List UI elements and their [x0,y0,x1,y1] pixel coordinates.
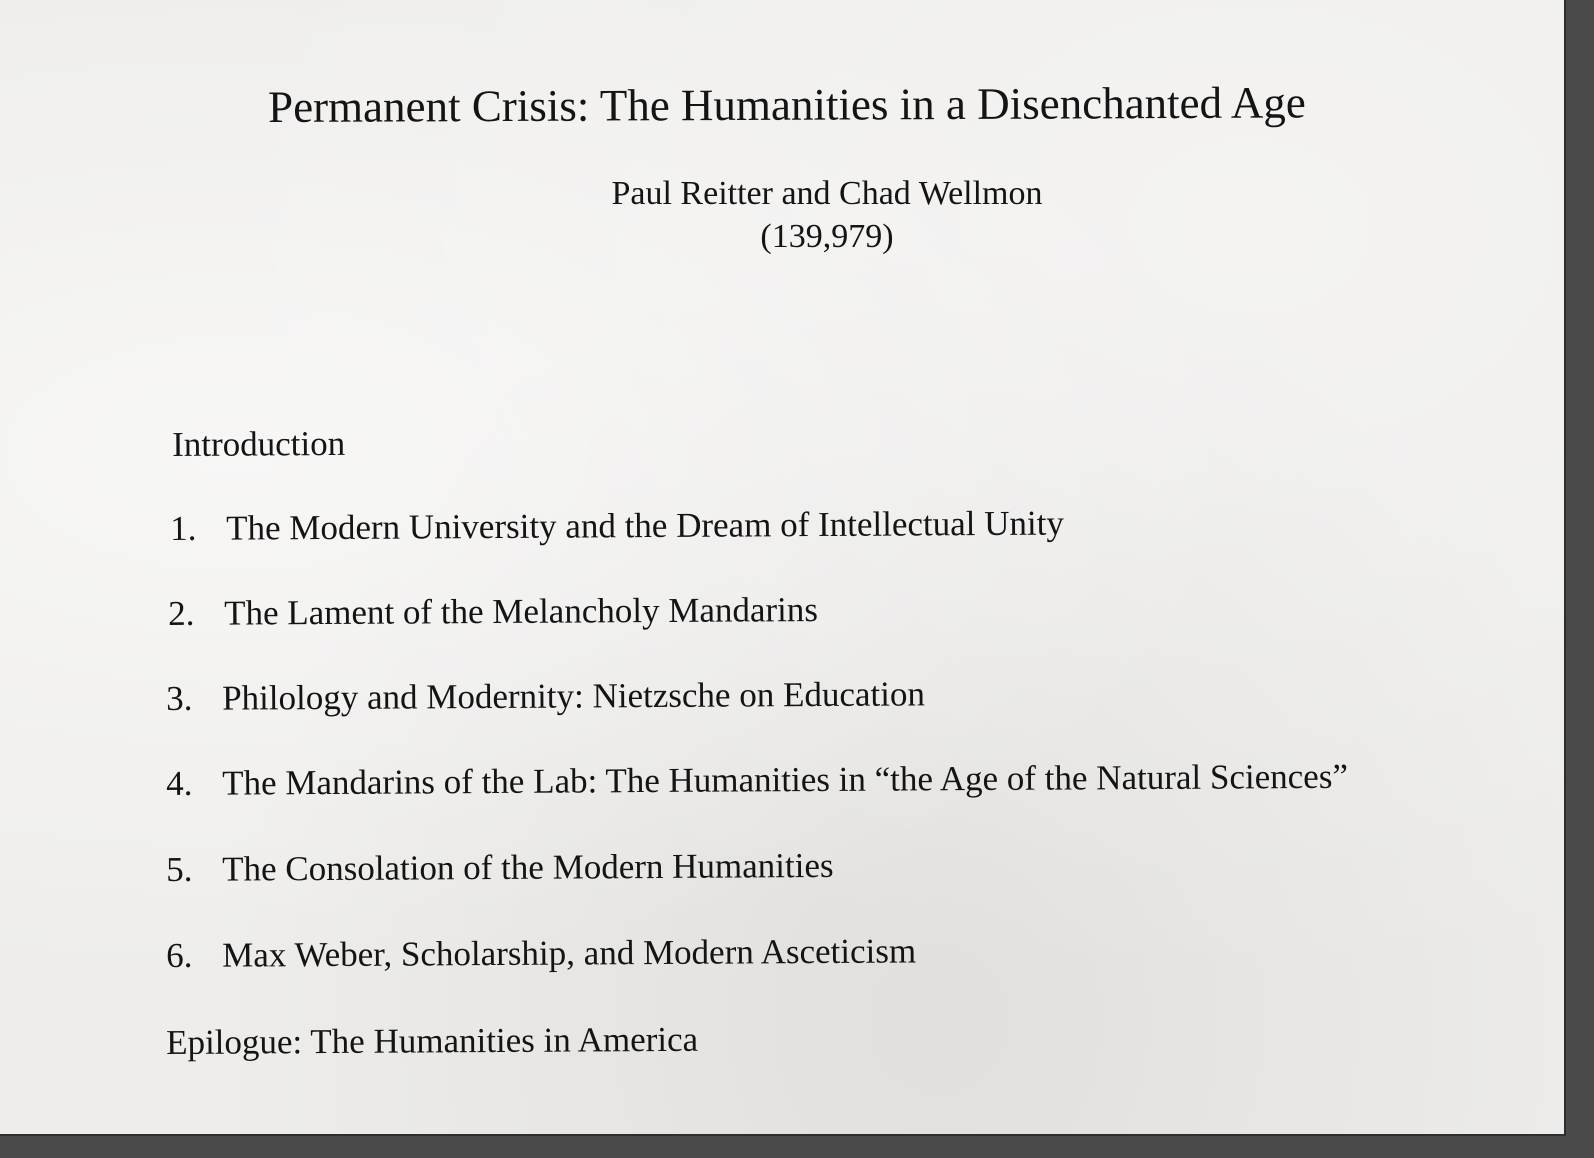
toc-chapter-2 [168,588,818,636]
toc-chapter-title: Philology and Modernity: Nietzsche on Education [222,674,926,718]
toc-chapter-title: The Modern University and the Dream of Intellectual Unity [226,503,1065,548]
toc-epilogue: Epilogue: The Humanities in America [166,1019,699,1062]
toc-chapter-title: Max Weber, Scholarship, and Modern Asceticism [222,931,917,975]
toc-chapter-number: 4. [166,763,193,803]
toc-chapter-number: 3. [166,678,193,718]
toc-chapter-4 [166,755,1348,806]
word-count: (139,979) [760,218,894,255]
toc-chapter-title: The Lament of the Melancholy Mandarins [224,590,819,633]
toc-chapter-number: 1. [170,508,197,548]
toc-chapter-title: The Consolation of the Modern Humanities [222,845,834,889]
document-title: Permanent Crisis: The Humanities in a Disenchanted Age [268,77,1306,132]
toc-chapter-3 [166,672,925,721]
toc-chapter-title: The Mandarins of the Lab: The Humanities in “the Age of the Natural Sciences” [222,756,1349,803]
toc-introduction: Introduction [172,423,346,464]
toc-chapter-5 [166,844,834,892]
document-authors: Paul Reitter and Chad Wellmon [611,175,1043,212]
toc-chapter-number: 5. [166,849,193,889]
toc-chapter-number: 6. [166,935,193,975]
toc-chapter-number: 2. [168,593,195,633]
toc-chapter-1 [170,502,1064,551]
toc-chapter-6 [166,929,916,978]
